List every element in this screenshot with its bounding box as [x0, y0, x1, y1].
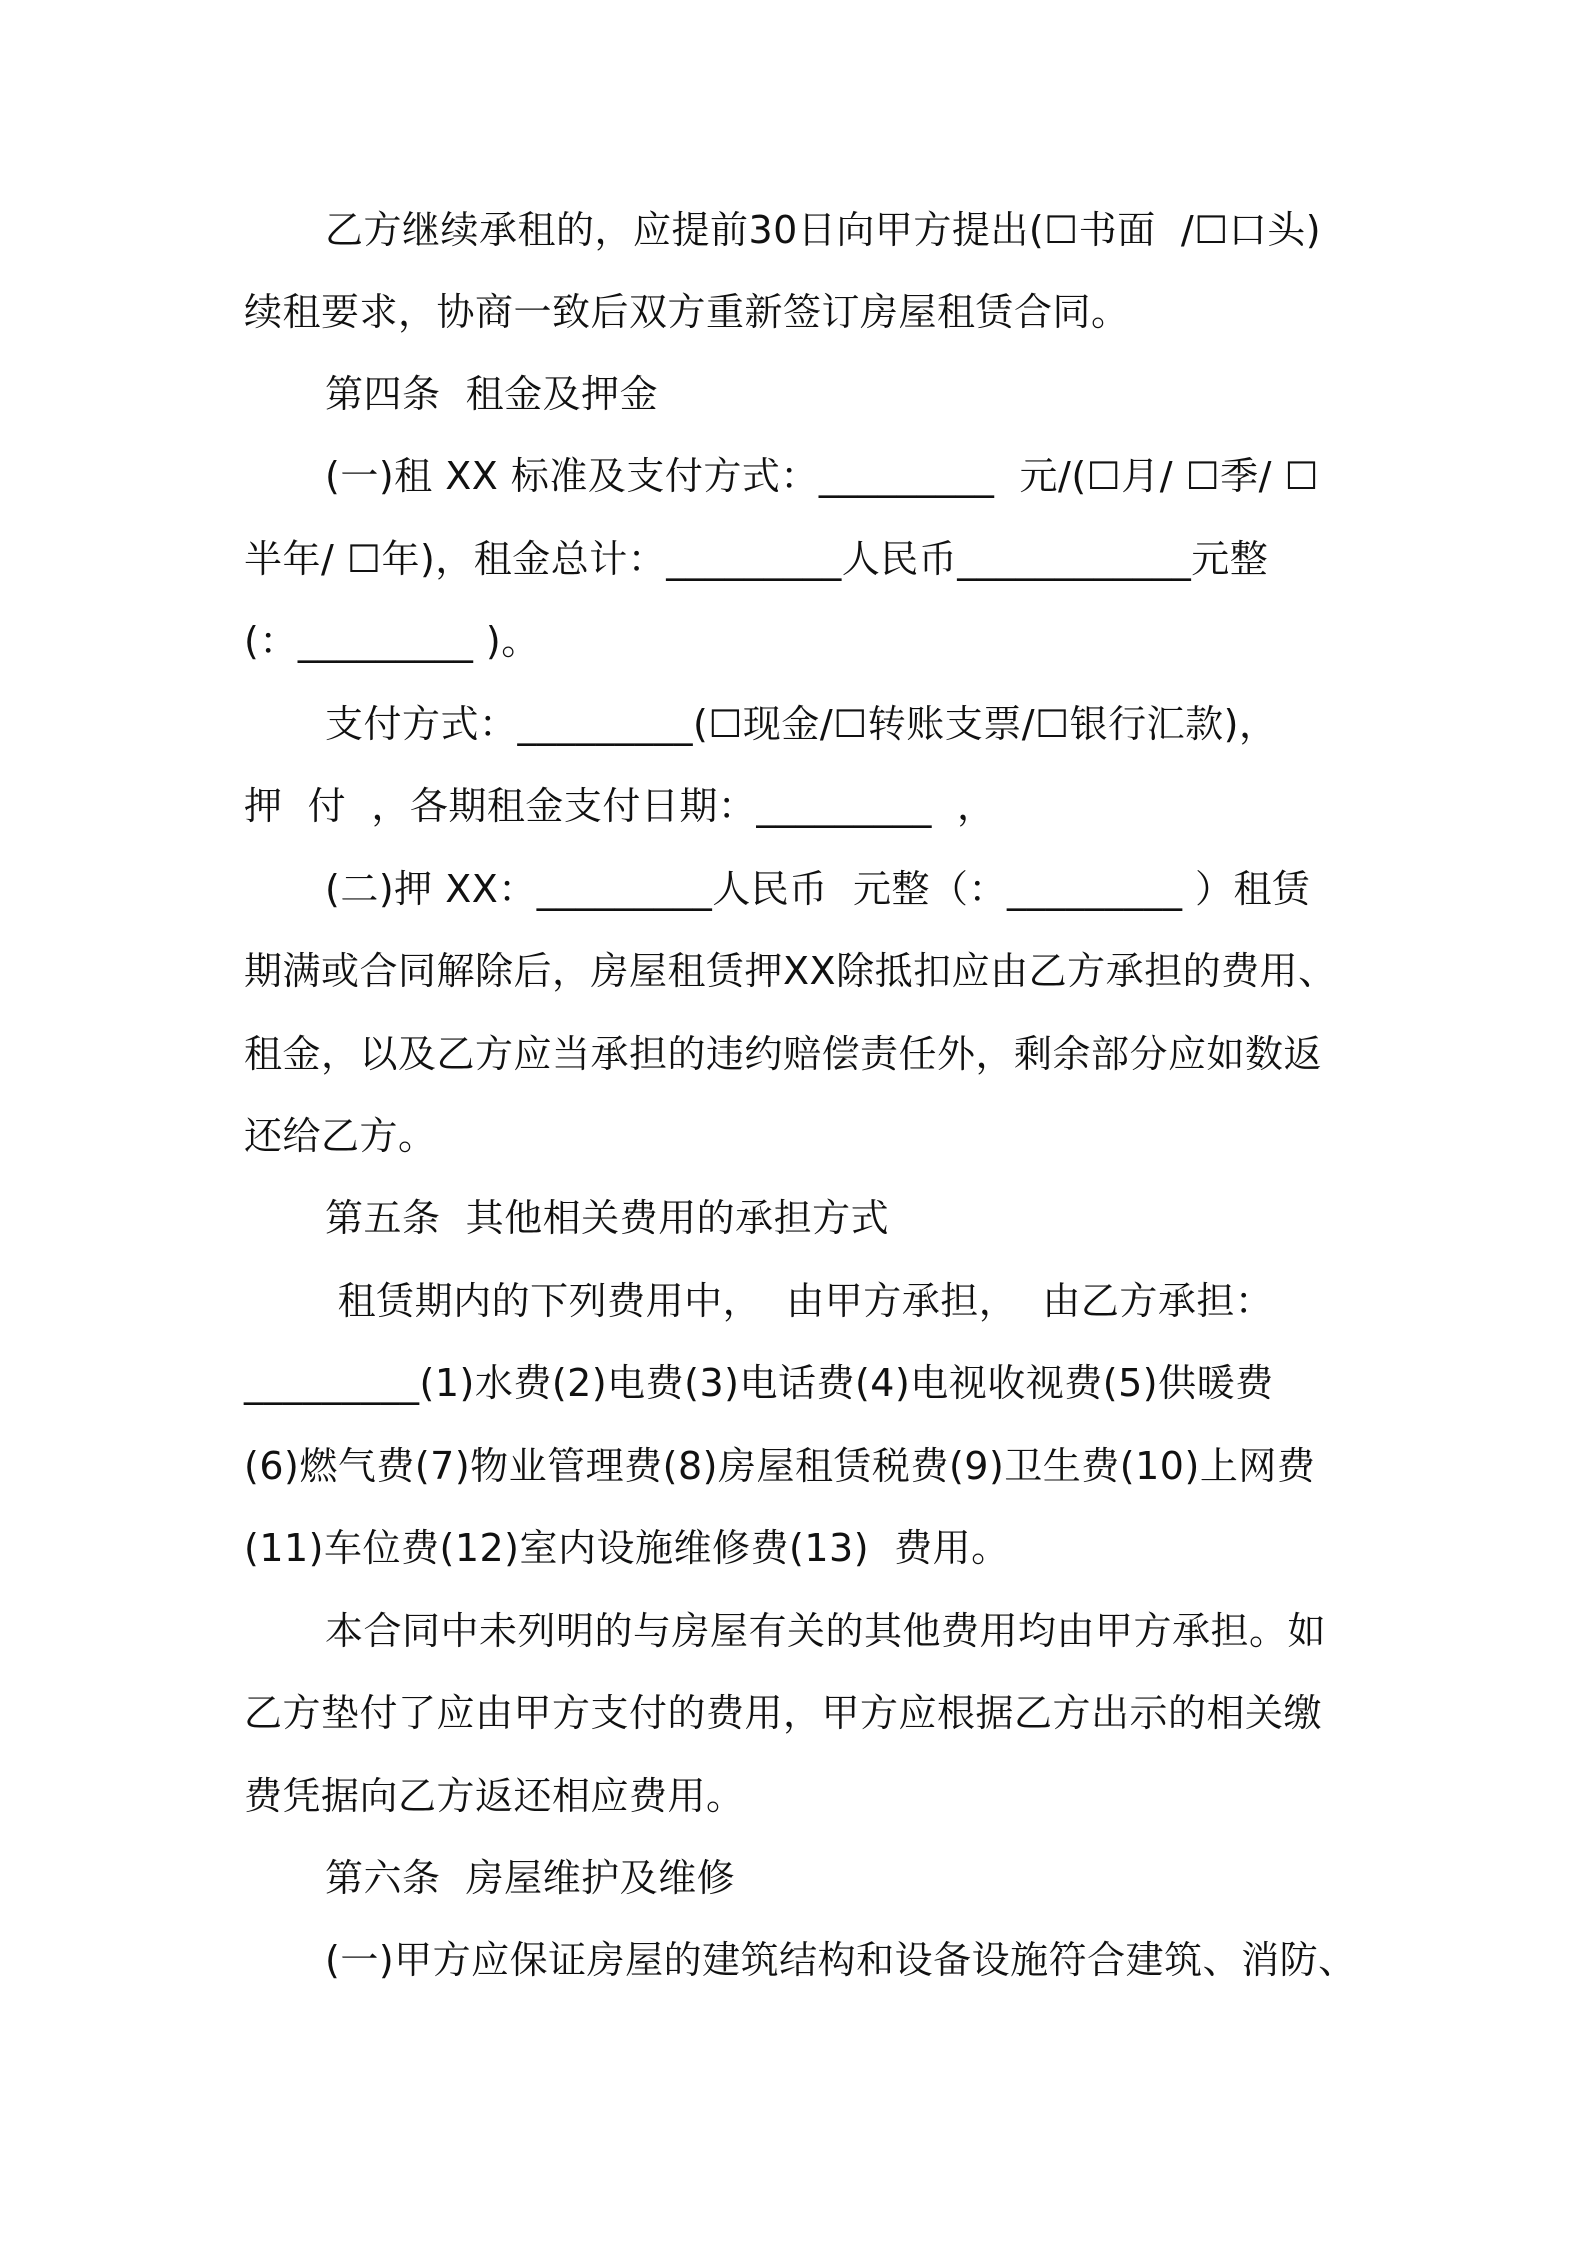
text-line: 本合同中未列明的与房屋有关的其他费用均由甲方承担。如 — [325, 1609, 1327, 1653]
text-line: 续租要求，协商一致后双方重新签订房屋租赁合同。 — [244, 290, 1130, 334]
text-line: (二)押 XX：_________人民币 元整（：_________ ）租赁 — [325, 867, 1311, 911]
text-line: _________(1)水费(2)电费(3)电话费(4)电视收视费(5)供暖费 — [244, 1361, 1274, 1405]
text-line: 费凭据向乙方返还相应费用。 — [244, 1774, 745, 1818]
text-line: 支付方式：_________(☐现金/☐转账支票/☐银行汇款)， — [325, 702, 1278, 746]
text-line: 还给乙方。 — [244, 1114, 437, 1158]
text-line: (一)甲方应保证房屋的建筑结构和设备设施符合建筑、消防、 — [325, 1938, 1357, 1982]
text-line: 期满或合同解除后，房屋租赁押XX除抵扣应由乙方承担的费用、 — [244, 949, 1337, 993]
text-line: (6)燃气费(7)物业管理费(8)房屋租赁税费(9)卫生费(10)上网费 — [244, 1444, 1316, 1488]
text-line: 半年/ ☐年)，租金总计：_________人民币____________元整 — [244, 537, 1269, 581]
text-line: 押 付 ，各期租金支付日期：_________ ， — [244, 784, 996, 828]
section-heading: 第五条 其他相关费用的承担方式 — [325, 1196, 890, 1240]
text-line: 乙方继续承租的，应提前30日向甲方提出(☐书面 /☐口头) — [325, 208, 1322, 252]
section-heading: 第四条 租金及押金 — [325, 372, 659, 416]
text-line: 乙方垫付了应由甲方支付的费用，甲方应根据乙方出示的相关缴 — [244, 1691, 1323, 1735]
text-line: (11)车位费(12)室内设施维修费(13) 费用。 — [244, 1526, 1010, 1570]
text-line: 租金，以及乙方应当承担的违约赔偿责任外，剩余部分应如数返 — [244, 1032, 1323, 1076]
text-line: (：_________ )。 — [244, 619, 540, 663]
text-line: (一)租 XX 标准及支付方式：_________ 元/(☐月/ ☐季/ ☐ — [325, 454, 1320, 498]
section-heading: 第六条 房屋维护及维修 — [325, 1856, 736, 1900]
text-line: 租赁期内的下列费用中， 由甲方承担， 由乙方承担： — [325, 1279, 1274, 1323]
